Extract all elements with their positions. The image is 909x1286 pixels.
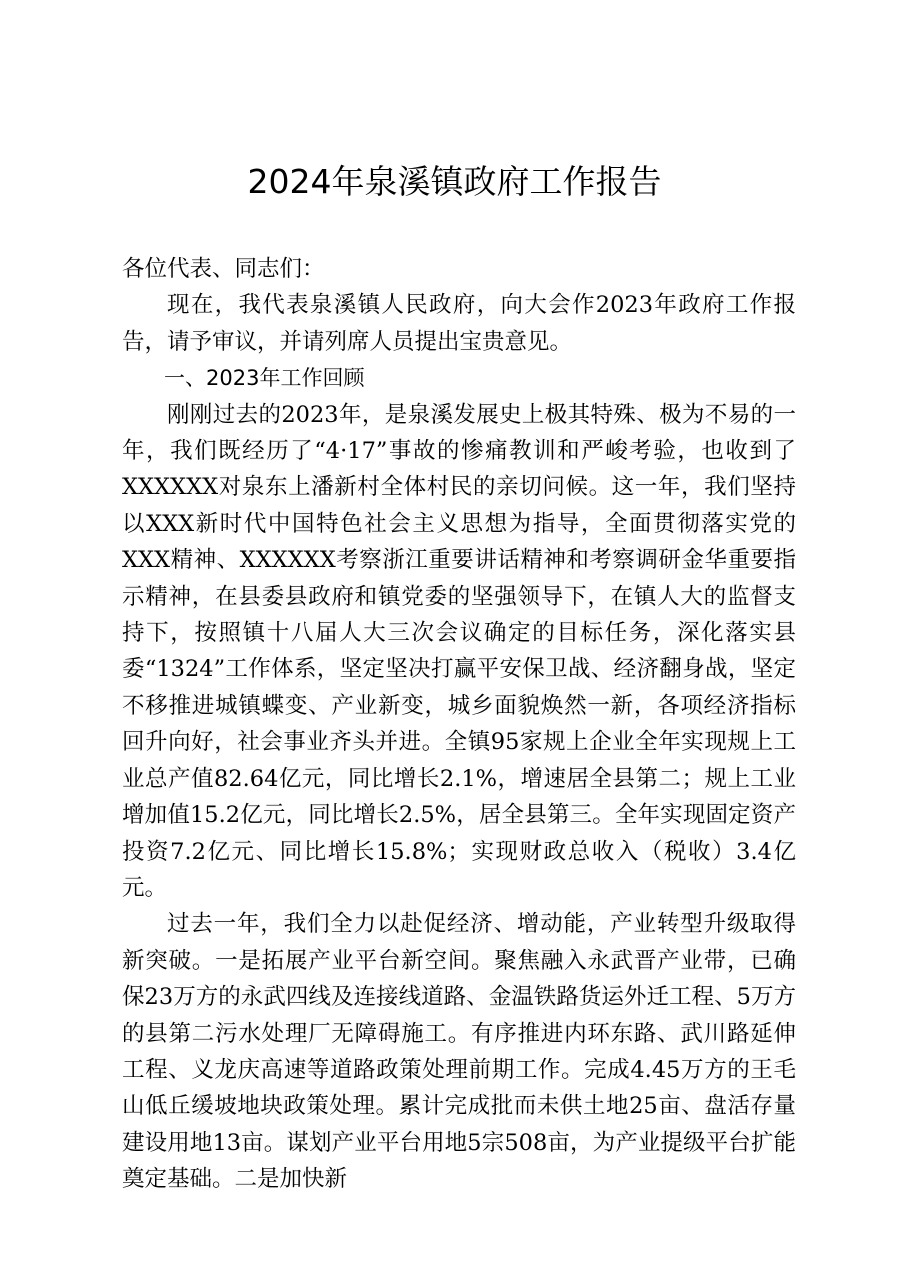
section-heading: 一、2023年工作回顾 bbox=[164, 366, 365, 391]
intro-paragraph: 现在，我代表泉溪镇人民政府，向大会作2023年政府工作报告，请予审议，并请列席人员提出宝贵意见。 bbox=[122, 292, 796, 355]
paragraph-economy: 过去一年，我们全力以赴促经济、增动能，产业转型升级取得新突破。一是拓展产业平台新空间。聚焦融入永武晋产业带，已确保23万方的永武四线及连接线道路、金温铁路货运外迁工程、5万方的县第二污水处理厂无障碍施工。有序推进内环东路、武川路延伸工程、义龙庆高速等道路政策处理前期工作。完成4.45万方的王毛山低丘缓坡地块政策处理。累计完成批而未供土地25亩、盘活存量建设用地13亩。谋划产业平台用地5宗508亩，为产业提级平台扩能奠定基础。二是加快新 bbox=[122, 911, 796, 1193]
paragraph-review-summary: 刚刚过去的2023年，是泉溪发展史上极其特殊、极为不易的一年，我们既经历了“4·17”事故的惨痛教训和严峻考验，也收到了XXXXXX对泉东上潘新村全体村民的亲切问候。这一年，我们坚持以XXX新时代中国特色社会主义思想为指导，全面贯彻落实党的XXX精神、XXXXXX考察浙江重要讲话精神和考察调研金华重要指示精神，在县委县政府和镇党委的坚强领导下，在镇人大的监督支持下，按照镇十八届人大三次会议确定的目标任务，深化落实县委“1324”工作体系，坚定坚决打赢平安保卫战、经济翻身战，坚定不移推进城镇蝶变、产业新变，城乡面貌焕然一新，各项经济指标回升向好，社会事业齐头并进。全镇95家规上企业全年实现规上工业总产值82.64亿元，同比增长2.1%，增速居全县第二；规上工业增加值15.2亿元，同比增长2.5%，居全县第三。全年实现固定资产投资7.2亿元、同比增长15.8%；实现财政总收入（税收）3.4亿元。 bbox=[122, 401, 796, 901]
document-title: 2024年泉溪镇政府工作报告 bbox=[247, 162, 662, 201]
salutation: 各位代表、同志们： bbox=[122, 256, 325, 282]
document-body bbox=[122, 251, 796, 1198]
